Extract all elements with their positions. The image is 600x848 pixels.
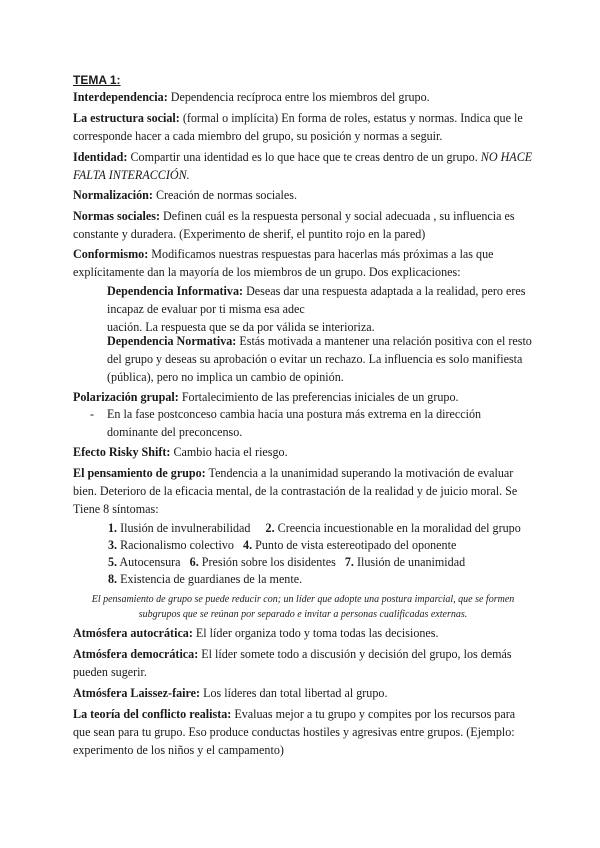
- term: Normalización:: [73, 188, 153, 202]
- bullet-dash: -: [90, 407, 95, 421]
- definition-normalizacion: [73, 187, 533, 205]
- definition-atmosfera-democratica: [73, 646, 533, 682]
- symptom-row: [108, 537, 538, 555]
- definition-conflicto-realista: [73, 706, 533, 759]
- term: La teoría del conflicto realista:: [73, 707, 232, 721]
- symptom-text: Autocensura: [117, 555, 181, 569]
- symptom-number: 6.: [189, 555, 199, 569]
- symptom-text: Creencia incuestionable en la moralidad del grupo: [274, 521, 521, 535]
- groupthink-note: El pensamiento de grupo se puede reducir con; un líder que adopte una postura imparcial, que se formen subgrupos que se reúnan por separado e invitar a personas cualificadas externas.: [91, 594, 515, 620]
- term: Efecto Risky Shift:: [73, 445, 171, 459]
- term: El pensamiento de grupo:: [73, 466, 206, 480]
- definition-text: El líder somete todo a discusión y decisión del grupo, los demás pueden sugerir.: [73, 647, 512, 679]
- term: Dependencia Informativa:: [107, 284, 244, 298]
- symptom-number: 5.: [108, 555, 118, 569]
- bullet-postconceso: En la fase postconceso cambia hacia una postura más extrema en la dirección dominante del preconcenso.: [107, 407, 482, 439]
- definition-text: Los líderes dan total libertad al grupo.: [200, 686, 388, 700]
- symptom-number: 1.: [108, 521, 118, 535]
- term: Identidad:: [73, 150, 128, 164]
- definition-text: Modificamos nuestras respuestas para hacerlas más próximas a las que explícitamente dan la mayoría de los miembros de un grupo. Dos explicaciones:: [73, 247, 494, 279]
- definition-atmosfera-laissez-faire: [73, 685, 533, 703]
- definition-identidad: [73, 149, 533, 185]
- symptom-text: Presión sobre los disidentes: [198, 555, 336, 569]
- term: Conformismo:: [73, 247, 149, 261]
- definition-polarizacion: [73, 389, 533, 407]
- definition-text: Fortalecimiento de las preferencias iniciales de un grupo.: [178, 390, 459, 404]
- definition-estructura-social: [73, 110, 533, 146]
- symptom-text: Ilusión de invulnerabilidad: [117, 521, 251, 535]
- definition-italic: NO HACE FALTA INTERACCIÓN.: [73, 150, 533, 182]
- definition-interdependencia: [73, 89, 533, 107]
- definition-text-continued: uación. La respuesta que se da por válida se interioriza.: [107, 319, 375, 334]
- definition-text: Evaluas mejor a tu grupo y compites por los recursos para que sean para tu grupo. Eso produce conductas hostiles y agresivas entre grupos. (Ejemplo: experimento de los niños y el campamento): [73, 707, 516, 757]
- definition-text: Tendencia a la unanimidad superando la motivación de evaluar bien. Deterioro de la eficacia mental, de la contrastación de la realidad y de juicio moral. Se Tiene 8 síntomas:: [73, 466, 518, 516]
- definition-text: Compartir una identidad es lo que hace que te creas dentro de un grupo.: [127, 150, 481, 164]
- definition-text: Estás motivada a mantener una relación positiva con el resto del grupo y deseas su aprobación o evitar un rechazo. La influencia es solo manifiesta (pública), pero no implica un cambio de opinión.: [107, 334, 532, 384]
- definition-conformismo: [73, 246, 533, 282]
- symptom-row: [108, 520, 538, 538]
- definition-text: Deseas dar una respuesta adaptada a la realidad, pero eres incapaz de evaluar por ti misma esa adec: [107, 284, 526, 316]
- definition-dependencia-informativa: [107, 283, 533, 336]
- definition-text: Definen cuál es la respuesta personal y social adecuada , su influencia es constante y duradera. (Experimento de sherif, el puntito rojo en la pared): [73, 209, 515, 241]
- term: Polarización grupal:: [73, 390, 179, 404]
- symptom-text: Punto de vista estereotipado del oponente: [252, 538, 457, 552]
- definition-text: (formal o implícita) En forma de roles, estatus y normas. Indica que le corresponde hacer a cada miembro del grupo, su posición y normas a seguir.: [73, 111, 523, 143]
- term: Dependencia Normativa:: [107, 334, 237, 348]
- definition-dependencia-normativa: [107, 333, 533, 386]
- term: Normas sociales:: [73, 209, 160, 223]
- term: Atmósfera Laissez-faire:: [73, 686, 201, 700]
- symptom-row: [108, 554, 538, 572]
- symptom-number: 2.: [265, 521, 275, 535]
- definition-risky-shift: [73, 444, 533, 462]
- symptom-number: 3.: [108, 538, 118, 552]
- symptom-text: Ilusión de unanimidad: [353, 555, 466, 569]
- symptom-number: 7.: [344, 555, 354, 569]
- symptom-text: Existencia de guardianes de la mente.: [117, 572, 303, 586]
- definition-text: Creación de normas sociales.: [152, 188, 298, 202]
- symptom-text: Racionalismo colectivo: [117, 538, 234, 552]
- term: Interdependencia:: [73, 90, 168, 104]
- definition-text: Cambio hacia el riesgo.: [170, 445, 288, 459]
- symptom-row: [108, 571, 538, 589]
- term: La estructura social:: [73, 111, 180, 125]
- page-title: TEMA 1:: [73, 73, 121, 87]
- definition-normas-sociales: [73, 208, 533, 244]
- term: Atmósfera autocrática:: [73, 626, 193, 640]
- symptom-number: 4.: [243, 538, 253, 552]
- definition-text: El líder organiza todo y toma todas las decisiones.: [192, 626, 439, 640]
- definition-text: Dependencia recíproca entre los miembros del grupo.: [167, 90, 430, 104]
- definition-atmosfera-autocratica: [73, 625, 533, 643]
- definition-pensamiento-de-grupo: [73, 465, 533, 518]
- symptom-number: 8.: [108, 572, 118, 586]
- term: Atmósfera democrática:: [73, 647, 199, 661]
